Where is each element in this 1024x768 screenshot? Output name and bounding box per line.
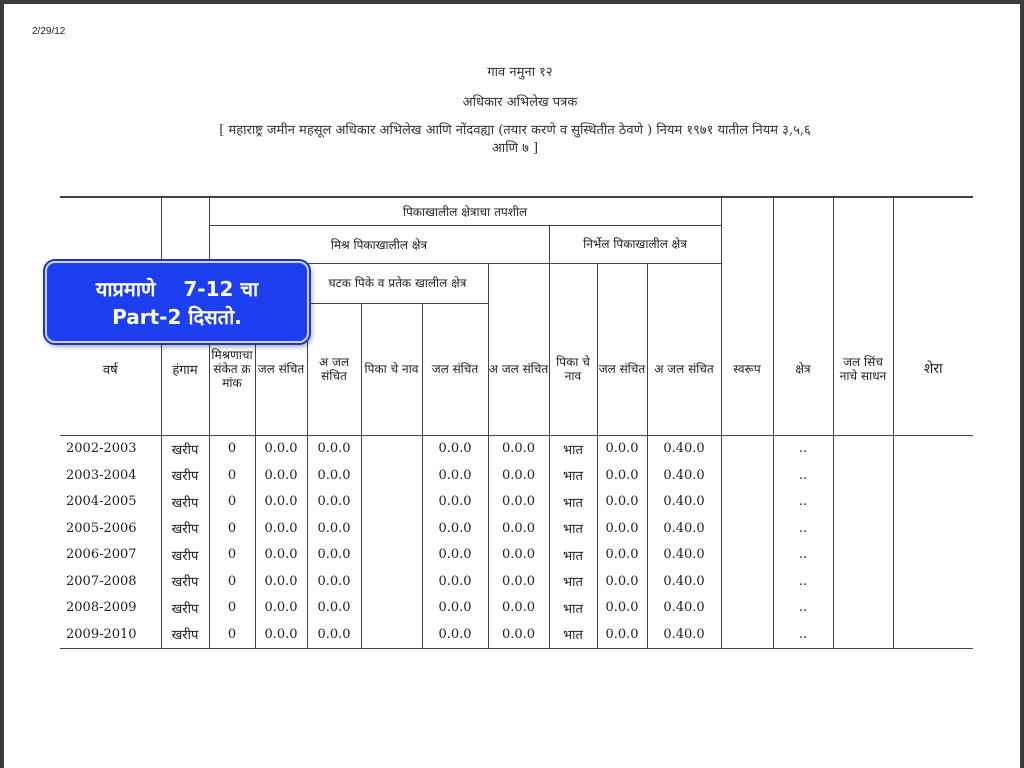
cell-area: .. xyxy=(773,515,833,542)
cell-season: खरीप xyxy=(161,621,209,648)
cell-irr2: 0.0.0 xyxy=(422,435,488,462)
cell-crop2: भात xyxy=(549,595,597,622)
mixed-crop-area-header: मिश्र पिकाखालील क्षेत्र xyxy=(209,225,549,263)
cell-nonirr2: 0.0.0 xyxy=(488,595,549,622)
col-crop-name-2: पिका चे नाव xyxy=(549,303,597,435)
cell-season: खरीप xyxy=(161,542,209,569)
form-title: गाव नमुना १२ xyxy=(487,65,553,80)
cell-source xyxy=(833,489,893,516)
table-row xyxy=(60,515,973,542)
callout-line-1: याप्रमाणे 7-12 चा xyxy=(95,277,259,301)
cell-source xyxy=(833,542,893,569)
cell-crop1 xyxy=(361,568,422,595)
cell-area: .. xyxy=(773,568,833,595)
cell-code: 0 xyxy=(209,595,255,622)
table-row xyxy=(60,595,973,622)
cell-year: 2008-2009 xyxy=(66,600,137,616)
table-row xyxy=(60,542,973,569)
cell-season: खरीप xyxy=(161,595,209,622)
cell-form xyxy=(721,621,773,648)
cell-area: .. xyxy=(773,489,833,516)
callout-box xyxy=(45,261,309,343)
cell-remarks xyxy=(893,621,973,648)
col-mixed-code: मिश्रणाचा संकेत क्र मांक xyxy=(209,303,255,435)
cell-code: 0 xyxy=(209,462,255,489)
col-form: स्वरूप xyxy=(721,303,773,435)
cell-irr1: 0.0.0 xyxy=(255,462,307,489)
cell-irr1: 0.0.0 xyxy=(255,489,307,516)
cell-irr3: 0.0.0 xyxy=(597,621,647,648)
cell-area: .. xyxy=(773,435,833,462)
cell-irr1: 0.0.0 xyxy=(255,515,307,542)
cell-nonirr3: 0.40.0 xyxy=(647,515,721,542)
form-subtitle: अधिकार अभिलेख पत्रक xyxy=(462,95,578,110)
cell-code: 0 xyxy=(209,568,255,595)
cell-irr2: 0.0.0 xyxy=(422,621,488,648)
table-row xyxy=(60,435,973,462)
cell-nonirr2: 0.0.0 xyxy=(488,462,549,489)
cell-year: 2007-2008 xyxy=(66,573,137,589)
cell-year: 2002-2003 xyxy=(66,441,137,457)
cell-nonirr3: 0.40.0 xyxy=(647,435,721,462)
cell-irr1: 0.0.0 xyxy=(255,542,307,569)
cell-remarks xyxy=(893,595,973,622)
rule-line-2: आणि ७ ] xyxy=(491,141,539,156)
cell-crop1 xyxy=(361,515,422,542)
cell-nonirr1: 0.0.0 xyxy=(307,515,361,542)
cell-source xyxy=(833,435,893,462)
cell-code: 0 xyxy=(209,435,255,462)
cell-remarks xyxy=(893,435,973,462)
cell-irr3: 0.0.0 xyxy=(597,435,647,462)
cell-crop1 xyxy=(361,542,422,569)
cell-irr2: 0.0.0 xyxy=(422,568,488,595)
col-irrigated-2: जल संचित xyxy=(422,303,488,435)
table-row xyxy=(60,568,973,595)
cell-area: .. xyxy=(773,595,833,622)
cell-crop1 xyxy=(361,489,422,516)
col-remarks: शेरा xyxy=(893,303,973,435)
cell-irr2: 0.0.0 xyxy=(422,542,488,569)
cell-irr2: 0.0.0 xyxy=(422,515,488,542)
cell-irr1: 0.0.0 xyxy=(255,621,307,648)
cell-crop2: भात xyxy=(549,489,597,516)
cell-irr3: 0.0.0 xyxy=(597,462,647,489)
table-row xyxy=(60,489,973,516)
cell-irr1: 0.0.0 xyxy=(255,595,307,622)
cell-season: खरीप xyxy=(161,462,209,489)
table-row xyxy=(60,462,973,489)
cell-irr3: 0.0.0 xyxy=(597,595,647,622)
table-body xyxy=(60,435,973,648)
cell-year: 2006-2007 xyxy=(66,547,137,563)
col-area: क्षेत्र xyxy=(773,303,833,435)
cell-area: .. xyxy=(773,542,833,569)
col-season: हंगाम xyxy=(161,303,209,435)
cell-season: खरीप xyxy=(161,435,209,462)
cell-nonirr3: 0.40.0 xyxy=(647,595,721,622)
cell-nonirr3: 0.40.0 xyxy=(647,621,721,648)
rule-line-1: [ महाराष्ट्र जमीन महसूल अधिकार अभिलेख आणि नोंदवह्या (तयार करणे व सुस्थितीत ठेवणे ) नियम १९७१ यातील नियम ३,५,६ xyxy=(219,123,811,138)
cell-nonirr2: 0.0.0 xyxy=(488,489,549,516)
cell-nonirr3: 0.40.0 xyxy=(647,568,721,595)
cell-code: 0 xyxy=(209,542,255,569)
cell-source xyxy=(833,621,893,648)
cell-crop1 xyxy=(361,462,422,489)
cell-crop2: भात xyxy=(549,568,597,595)
slide-page xyxy=(4,4,1020,768)
cell-code: 0 xyxy=(209,489,255,516)
cell-irr1: 0.0.0 xyxy=(255,435,307,462)
cell-nonirr2: 0.0.0 xyxy=(488,542,549,569)
cell-irr2: 0.0.0 xyxy=(422,462,488,489)
cell-crop2: भात xyxy=(549,542,597,569)
cell-nonirr1: 0.0.0 xyxy=(307,542,361,569)
cell-area: .. xyxy=(773,621,833,648)
cell-nonirr2: 0.0.0 xyxy=(488,568,549,595)
cell-code: 0 xyxy=(209,515,255,542)
cell-nonirr2: 0.0.0 xyxy=(488,621,549,648)
cell-code: 0 xyxy=(209,621,255,648)
cell-nonirr1: 0.0.0 xyxy=(307,489,361,516)
cell-irr3: 0.0.0 xyxy=(597,515,647,542)
cell-crop1 xyxy=(361,435,422,462)
cell-form xyxy=(721,542,773,569)
cell-source xyxy=(833,568,893,595)
cell-season: खरीप xyxy=(161,489,209,516)
table-row xyxy=(60,621,973,648)
cell-nonirr1: 0.0.0 xyxy=(307,621,361,648)
cell-nonirr1: 0.0.0 xyxy=(307,595,361,622)
cell-crop2: भात xyxy=(549,435,597,462)
cell-nonirr3: 0.40.0 xyxy=(647,489,721,516)
crop-area-details-header: पिकाखालील क्षेत्राचा तपशील xyxy=(209,197,721,225)
cell-remarks xyxy=(893,542,973,569)
cell-nonirr3: 0.40.0 xyxy=(647,462,721,489)
cell-year: 2004-2005 xyxy=(66,494,137,510)
col-irrigated-3: जल संचित xyxy=(597,303,647,435)
cell-nonirr1: 0.0.0 xyxy=(307,435,361,462)
cell-crop2: भात xyxy=(549,621,597,648)
date-stamp: 2/29/12 xyxy=(32,26,66,37)
cell-source xyxy=(833,515,893,542)
cell-year: 2009-2010 xyxy=(60,621,161,648)
cell-form xyxy=(721,489,773,516)
cell-nonirr1: 0.0.0 xyxy=(307,568,361,595)
single-crop-area-header: निर्भेल पिकाखालील क्षेत्र xyxy=(549,225,721,263)
col-irrigation-source: जल सिंच नाचे साधन xyxy=(833,303,893,435)
component-crop-area-header: घटक पिके व प्रतेक खालील क्षेत्र xyxy=(307,263,488,303)
cell-crop1 xyxy=(361,595,422,622)
cell-year: 2003-2004 xyxy=(66,467,137,483)
cell-irr2: 0.0.0 xyxy=(422,489,488,516)
col-non-irrigated-2: अ जल संचित xyxy=(488,303,549,435)
cell-form xyxy=(721,515,773,542)
cell-remarks xyxy=(893,489,973,516)
rule-reference xyxy=(60,122,970,158)
cell-season: खरीप xyxy=(161,515,209,542)
cell-form xyxy=(721,462,773,489)
cell-irr3: 0.0.0 xyxy=(597,568,647,595)
cell-form xyxy=(721,435,773,462)
cell-irr2: 0.0.0 xyxy=(422,595,488,622)
cell-remarks xyxy=(893,568,973,595)
cell-season: खरीप xyxy=(161,568,209,595)
callout-line-2: Part-2 दिसतो. xyxy=(112,305,242,329)
col-non-irrigated-3: अ जल संचित xyxy=(647,303,721,435)
cell-crop2: भात xyxy=(549,515,597,542)
cell-remarks xyxy=(893,462,973,489)
col-irrigated-1: जल संचित xyxy=(255,303,307,435)
cell-nonirr2: 0.0.0 xyxy=(488,435,549,462)
cell-nonirr2: 0.0.0 xyxy=(488,515,549,542)
col-non-irrigated-1: अ जल संचित xyxy=(307,303,361,435)
cell-crop1 xyxy=(361,621,422,648)
cell-form xyxy=(721,568,773,595)
col-year: वर्ष xyxy=(60,303,161,435)
cell-irr1: 0.0.0 xyxy=(255,568,307,595)
cell-year: 2005-2006 xyxy=(66,520,137,536)
cell-source xyxy=(833,462,893,489)
cell-source xyxy=(833,595,893,622)
cell-form xyxy=(721,595,773,622)
cell-nonirr1: 0.0.0 xyxy=(307,462,361,489)
cell-irr3: 0.0.0 xyxy=(597,489,647,516)
cell-irr3: 0.0.0 xyxy=(597,542,647,569)
cell-area: .. xyxy=(773,462,833,489)
cell-remarks xyxy=(893,515,973,542)
cell-crop2: भात xyxy=(549,462,597,489)
col-crop-name-1: पिका चे नाव xyxy=(361,303,422,435)
cell-nonirr3: 0.40.0 xyxy=(647,542,721,569)
